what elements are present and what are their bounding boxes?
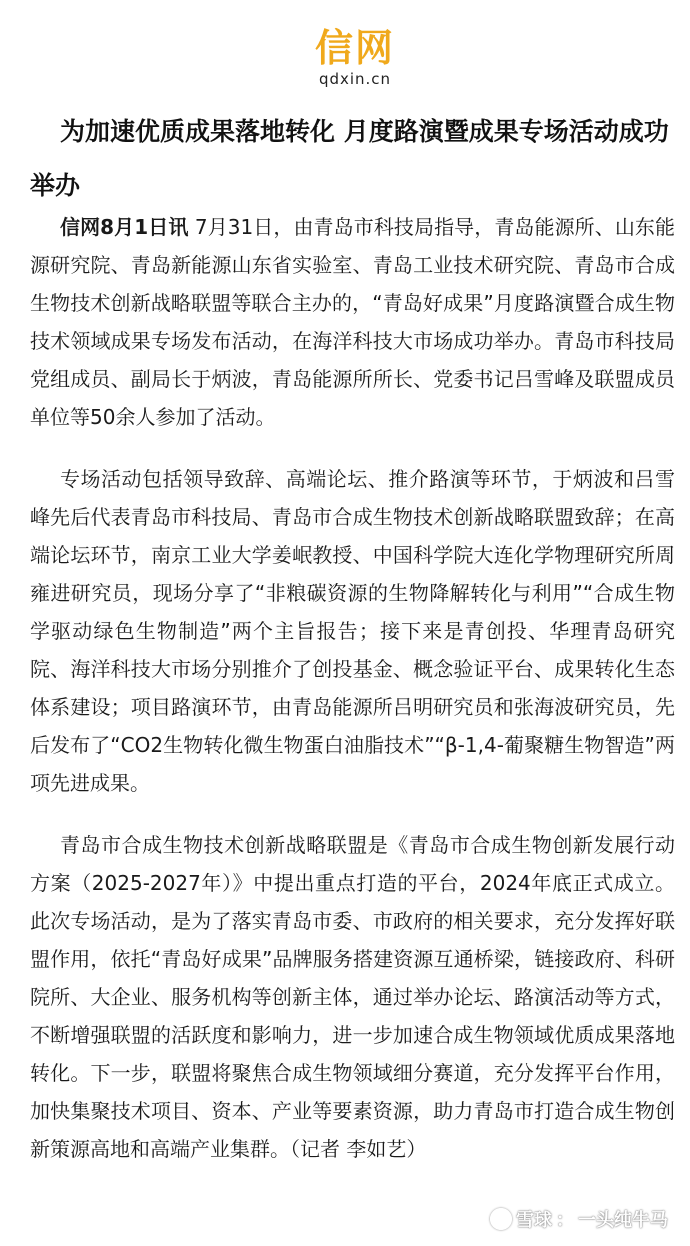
watermark-site: 雪球 — [516, 1210, 552, 1231]
logo-domain: qdxin.cn — [318, 70, 392, 88]
article-paragraph-3: 青岛市合成生物技术创新战略联盟是《青岛市合成生物创新发展行动方案（2025-2027年）》中提出重点打造的平台，2024年底正式成立。此次专场活动，是为了落实青岛市委、市政府的相关要求，充分发挥好联盟作用，依托“青岛好成果”品牌服务搭建资源互通桥梁，链接政府、科研院所、大企业、服务机构等创新主体，通过举办论坛、路演活动等方式，不断增强联盟的活跃度和影响力，进一步加速合成生物领域优质成果落地转化。下一步，联盟将聚焦合成生物领域细分赛道，充分发挥平台作用，加快集聚技术项目、资本、产业等要素资源，助力青岛市打造合成生物创新策源高地和高端产业集群。（记者 李如艺） — [30, 833, 675, 1161]
logo-brand: 信网 — [314, 26, 395, 70]
paragraph-1-text: 7月31日，由青岛市科技局指导，青岛能源所、山东能源研究院、青岛新能源山东省实验室、青岛工业技术研究院、青岛市合成生物技术创新战略联盟等联合主办的，“青岛好成果”月度路演暨合成生物技术领域成果专场发布活动，在海洋科技大市场成功举办。青岛市科技局党组成员、副局长于炳波，青岛能源所所长、党委书记吕雪峰及联盟成员单位等50余人参加了活动。 — [30, 215, 676, 429]
site-logo[interactable] — [300, 26, 410, 88]
article-paragraph-2: 专场活动包括领导致辞、高端论坛、推介路演等环节，于炳波和吕雪峰先后代表青岛市科技局、青岛市合成生物技术创新战略联盟致辞；在高端论坛环节，南京工业大学姜岷教授、中国科学院大连化学物理研究所周雍进研究员，现场分享了“非粮碳资源的生物降解转化与利用”“合成生物学驱动绿色生物制造”两个主旨报告；接下来是青创投、华理青岛研究院、海洋科技大市场分别推介了创投基金、概念验证平台、成果转化生态体系建设；项目路演环节，由青岛能源所吕明研究员和张海波研究员，先后发布了“CO2生物转化微生物蛋白油脂技术”“β-1,4-葡聚糖生物智造”两项先进成果。 — [30, 467, 675, 795]
article-paragraph-1 — [30, 208, 675, 436]
article-title: 为加速优质成果落地转化 月度路演暨成果专场活动成功举办 — [30, 117, 669, 200]
dateline: 信网8月1日讯 — [60, 215, 189, 239]
watermark-separator: ： — [556, 1210, 574, 1231]
watermark-author: 一头纯牛马 — [578, 1210, 668, 1231]
snowball-logo-icon — [490, 1208, 512, 1230]
watermark — [490, 1206, 668, 1232]
